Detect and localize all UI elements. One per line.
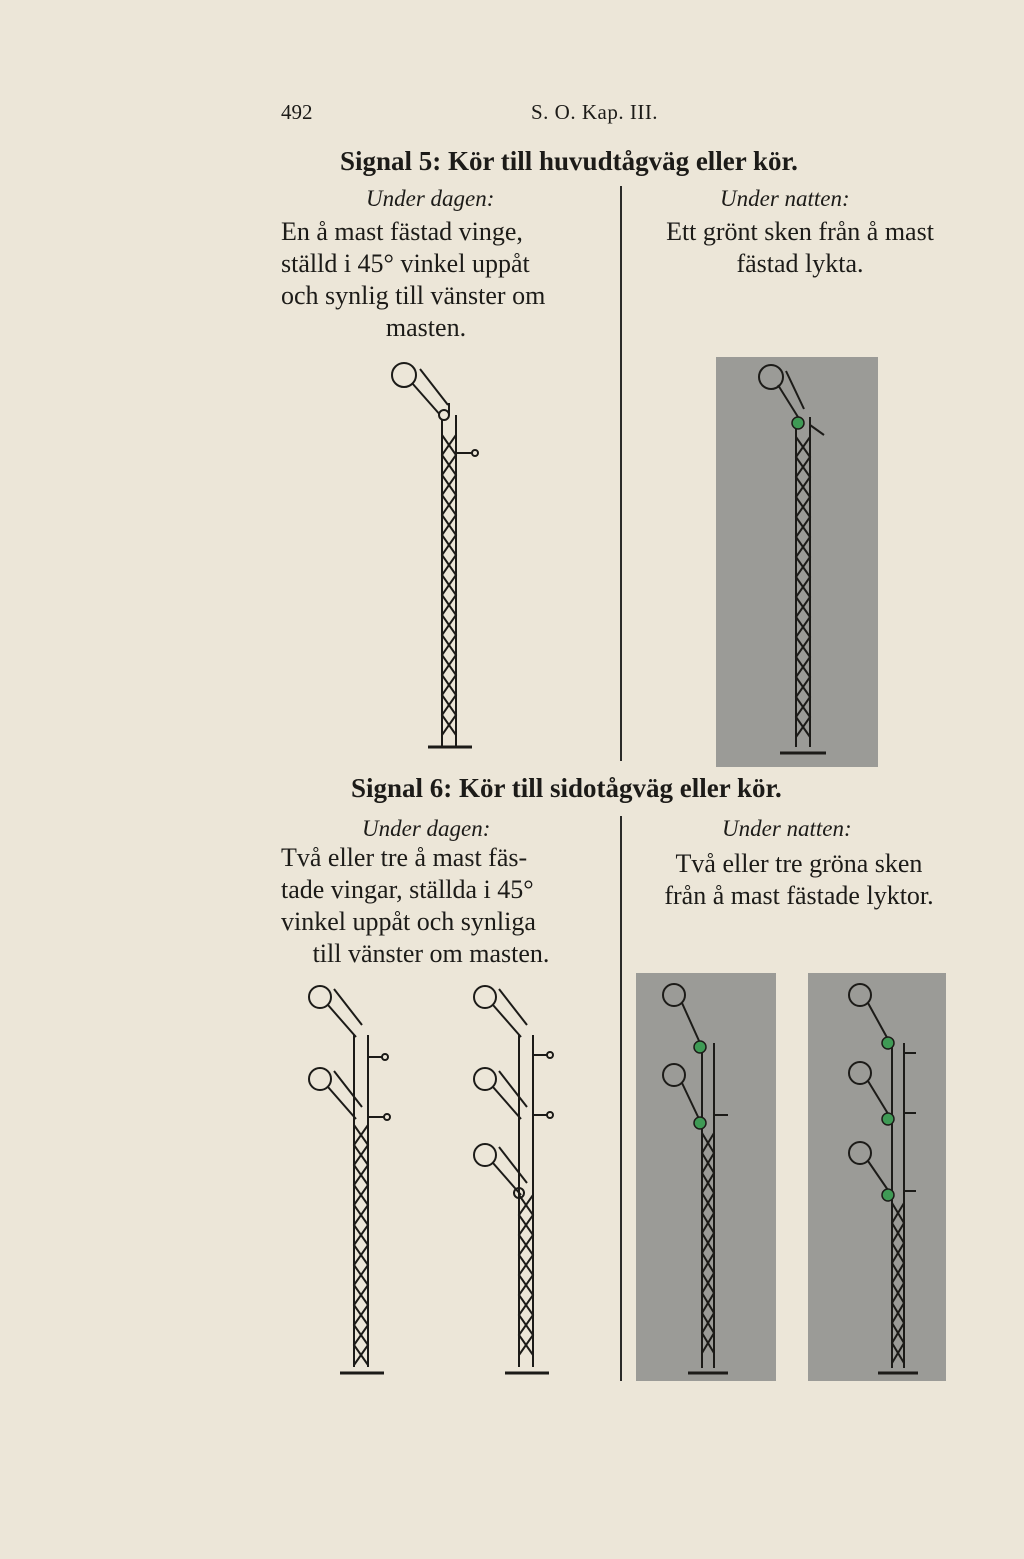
three-wing-semaphore-day bbox=[465, 975, 575, 1385]
green-lamp-icon bbox=[882, 1189, 894, 1201]
signal5-day-heading: Under dagen: bbox=[366, 186, 495, 211]
column-divider bbox=[620, 186, 622, 761]
signal6-night-text bbox=[630, 848, 968, 912]
night-illustration-panel bbox=[716, 357, 878, 767]
signal5-title: Signal 5: Kör till huvudtågväg eller kör. bbox=[340, 146, 798, 176]
semaphore-signal-day bbox=[380, 355, 500, 765]
green-lamp-icon bbox=[792, 417, 804, 429]
column-divider bbox=[620, 816, 622, 1381]
signal6-day-heading: Under dagen: bbox=[362, 816, 491, 841]
signal5-day-text bbox=[281, 216, 597, 344]
text-line: En å mast fästad vinge, bbox=[281, 217, 523, 246]
signal5-night-heading: Under natten: bbox=[720, 186, 850, 211]
green-lamp-icon bbox=[882, 1113, 894, 1125]
lamp-signal-night bbox=[716, 357, 878, 767]
green-lamp-icon bbox=[694, 1117, 706, 1129]
green-lamp-icon bbox=[694, 1041, 706, 1053]
page-number: 492 bbox=[281, 100, 313, 124]
two-wing-semaphore-day bbox=[300, 975, 410, 1385]
text-line: och synlig till vänster om bbox=[281, 281, 546, 310]
text-line: tade vingar, ställda i 45° bbox=[281, 875, 534, 904]
text-line: masten. bbox=[385, 313, 467, 342]
text-line: Två eller tre gröna sken bbox=[675, 849, 923, 878]
night-illustration-panel bbox=[808, 973, 946, 1381]
green-lamp-icon bbox=[882, 1037, 894, 1049]
text-line: till vänster om masten. bbox=[312, 939, 550, 968]
two-lamp-signal-night bbox=[636, 973, 776, 1381]
text-line: ställd i 45° vinkel uppåt bbox=[281, 249, 530, 278]
signal5-night-text bbox=[632, 216, 968, 280]
text-line: Ett grönt sken från å mast bbox=[666, 217, 934, 246]
signal6-night-heading: Under natten: bbox=[722, 816, 852, 841]
night-illustration-panel bbox=[636, 973, 776, 1381]
text-line: Två eller tre å mast fäs- bbox=[281, 843, 528, 872]
signal6-title: Signal 6: Kör till sidotågväg eller kör. bbox=[351, 773, 782, 803]
running-title: S. O. Kap. III. bbox=[531, 100, 659, 124]
signal6-day-text bbox=[281, 842, 595, 970]
three-lamp-signal-night bbox=[808, 973, 946, 1381]
text-line: fästad lykta. bbox=[736, 249, 864, 278]
text-line: från å mast fästade lyktor. bbox=[664, 881, 934, 910]
text-line: vinkel uppåt och synliga bbox=[281, 907, 536, 936]
